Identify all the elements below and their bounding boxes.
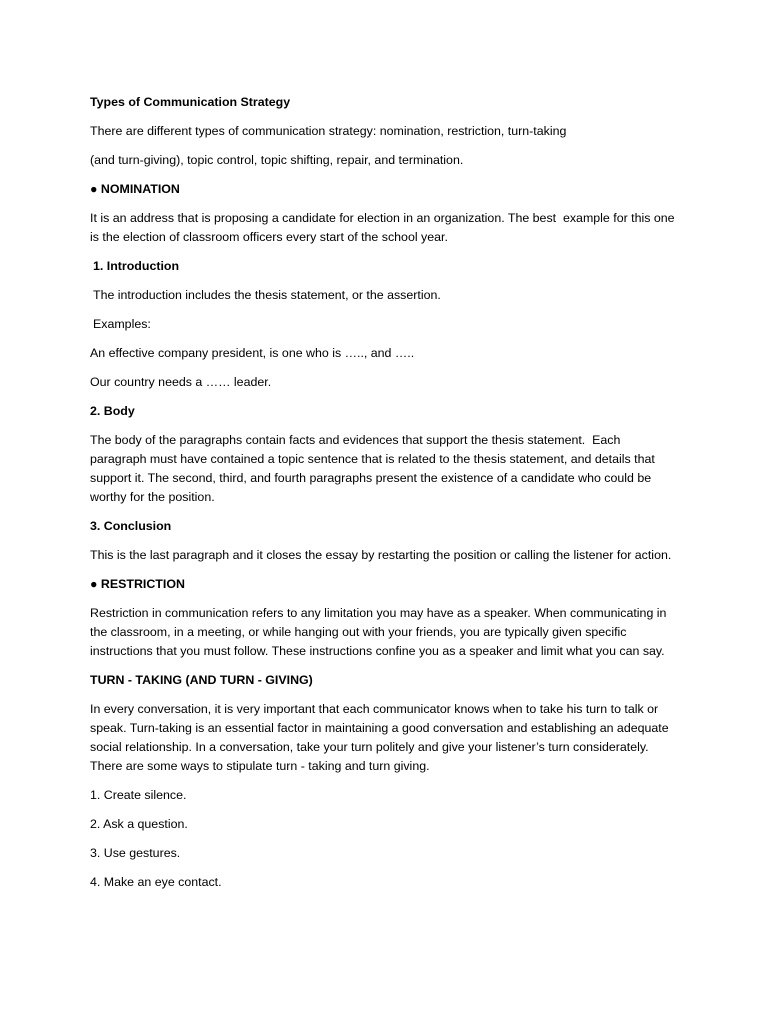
list-item: 1. Create silence. bbox=[90, 788, 187, 802]
body-heading: 2. Body bbox=[90, 404, 135, 418]
intro-line-2: (and turn-giving), topic control, topic shifting, repair, and termination. bbox=[90, 153, 464, 167]
nomination-paragraph: It is an address that is proposing a candidate for election in an organization. The best example for this one is the election of classroom officers every start of the school year. bbox=[90, 211, 679, 244]
introduction-paragraph: The introduction includes the thesis statement, or the assertion. bbox=[93, 288, 441, 302]
introduction-heading: 1. Introduction bbox=[93, 259, 180, 273]
turn-taking-heading: TURN - TAKING (AND TURN - GIVING) bbox=[90, 673, 313, 687]
restriction-heading: ● RESTRICTION bbox=[90, 577, 185, 591]
turn-taking-paragraph: In every conversation, it is very important that each communicator knows when to take his turn to talk or speak. Turn-taking is an essential factor in maintaining a good conversation and establishing an adequate social relationship. In a conversation, take your turn politely and give your listener’s turn considerately. There are some ways to stipulate turn - taking and turn giving. bbox=[90, 702, 673, 773]
list-item: 4. Make an eye contact. bbox=[90, 875, 222, 889]
list-item: 2. Ask a question. bbox=[90, 817, 188, 831]
intro-line-1: There are different types of communication strategy: nomination, restriction, turn-taking bbox=[90, 124, 567, 138]
example-2: Our country needs a …… leader. bbox=[90, 375, 272, 389]
example-1: An effective company president, is one who is ….., and ….. bbox=[90, 346, 415, 360]
list-item: 3. Use gestures. bbox=[90, 846, 181, 860]
conclusion-heading: 3. Conclusion bbox=[90, 519, 172, 533]
restriction-paragraph: Restriction in communication refers to any limitation you may have as a speaker. When communicating in the classroom, in a meeting, or while hanging out with your friends, you are typically given specific instructions that you must follow. These instructions confine you as a speaker and limit what you can say. bbox=[90, 606, 670, 658]
document-page bbox=[90, 93, 680, 902]
conclusion-paragraph: This is the last paragraph and it closes the essay by restarting the position or calling the listener for action. bbox=[90, 548, 672, 562]
body-paragraph: The body of the paragraphs contain facts and evidences that support the thesis statement. Each paragraph must have contained a topic sentence that is related to the thesis statement, and details that support it. The second, third, and fourth paragraphs present the existence of a candidate who could be worthy for the position. bbox=[90, 433, 659, 504]
examples-label: Examples: bbox=[93, 317, 151, 331]
nomination-heading: ● NOMINATION bbox=[90, 182, 180, 196]
document-title: Types of Communication Strategy bbox=[90, 95, 291, 109]
